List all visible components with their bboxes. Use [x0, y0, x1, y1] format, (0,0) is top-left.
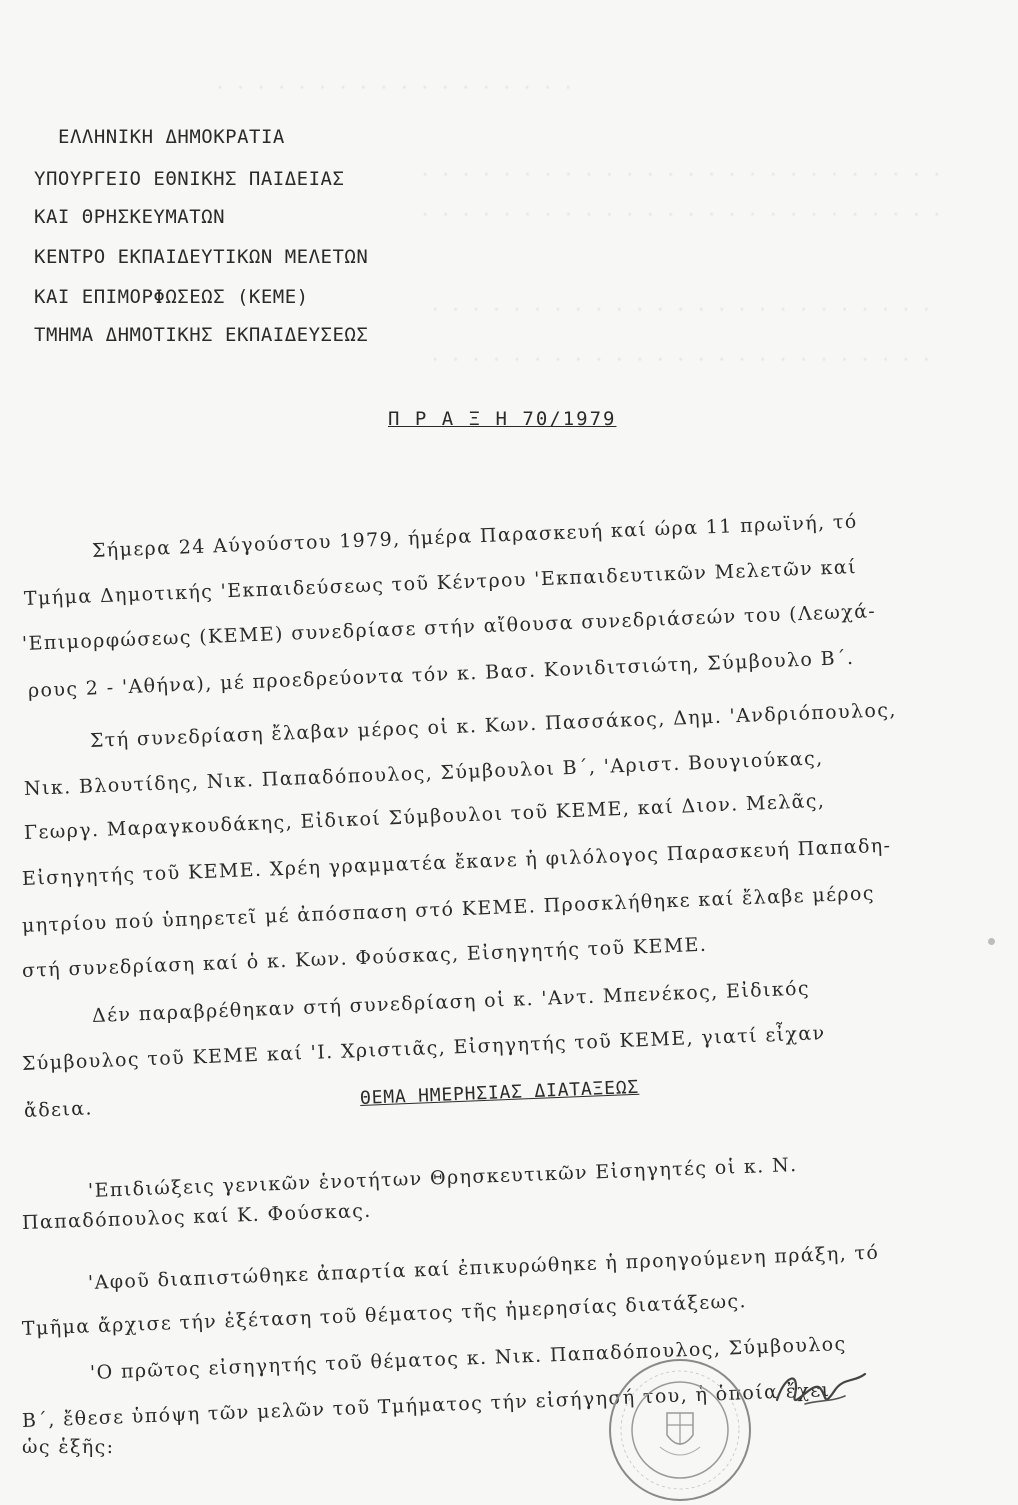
body-line: στή συνεδρίαση καί ὁ κ. Κων. Φούσκας, Εἰσηγητής τοῦ ΚΕΜΕ. [21, 933, 708, 982]
handwritten-signature [765, 1360, 875, 1420]
body-line: Δέν παραβρέθηκαν στή συνεδρίαση οἱ κ. 'Αντ. Μπενέκος, Εἰδικός [91, 977, 811, 1027]
punch-mark [988, 938, 995, 945]
body-line: Νικ. Βλουτίδης, Νικ. Παπαδόπουλος, Σύμβουλοι Β΄, 'Αριστ. Βουγιούκας, [23, 747, 824, 800]
agenda-line: Τμῆμα ἄρχισε τήν ἐξέταση τοῦ θέματος τῆς ἡμερησίας διατάξεως. [21, 1290, 748, 1340]
body-line: ρους 2 - 'Αθήνα), μέ προεδρεύοντα τόν κ. Βασ. Κονιδιτσιώτη, Σύμβουλο Β΄. [27, 646, 855, 702]
body-line: Τμήμα Δημοτικής 'Εκπαιδεύσεως τοῦ Κέντρου 'Εκπαιδευτικῶν Μελετῶν καί [23, 556, 858, 610]
body-line: Στή συνεδρίαση ἔλαβαν μέρος οἱ κ. Κων. Πασσάκος, Δημ. 'Ανδριόπουλος, [89, 699, 898, 752]
agenda-heading: ΘΕΜΑ ΗΜΕΡΗΣΙΑΣ ΔΙΑΤΑΞΕΩΣ [359, 1076, 640, 1109]
body-line: μητρίου πού ὑπηρετεῖ μέ ἀπόσπαση στό ΚΕΜΕ. Προσκλήθηκε καί ἔλαβε μέρος [21, 882, 876, 937]
header-line: ΚΕΝΤΡΟ ΕΚΠΑΙΔΕΥΤΙΚΩΝ ΜΕΛΕΤΩΝ [34, 246, 369, 268]
body-line: 'Επιμορφώσεως (ΚΕΜΕ) συνεδρίασε στήν αἴθουσα συνεδριάσεών του (Λεωχά- [21, 600, 877, 655]
bleed-through: · · · · · · · · · · · · · · · · · · [215, 78, 574, 98]
body-line: Σήμερα 24 Αύγούστου 1979, ήμέρα Παρασκευή καί ώρα 11 πρωϊνή, τό [91, 510, 859, 562]
document-title: Π Ρ Α Ξ Η 70/1979 [388, 408, 617, 430]
header-line: ΕΛΛΗΝΙΚΗ ΔΗΜΟΚΡΑΤΙΑ [58, 126, 285, 148]
bleed-through: · · · · · · · · · · · · · · · · · · · · · · · · · · [420, 205, 942, 225]
official-seal-stamp [605, 1355, 755, 1505]
header-line: ΚΑΙ ΘΡΗΣΚΕΥΜΑΤΩΝ [34, 206, 226, 228]
header-line: ΚΑΙ ΕΠΙΜΟΡΦΩΣΕΩΣ (ΚΕΜΕ) [34, 286, 309, 308]
body-line: ἄδεια. [23, 1097, 94, 1122]
body-line: Σύμβουλος τοῦ ΚΕΜΕ καί 'Ι. Χριστιᾶς, Εἰσηγητής τοῦ ΚΕΜΕ, γιατί εἶχαν [21, 1022, 826, 1075]
agenda-line: ὡς ἑξῆς: [22, 1436, 115, 1458]
body-line: Εἰσηγητής τοῦ ΚΕΜΕ. Χρέη γραμματέα ἔκανε ἡ φιλόλογος Παρασκευή Παπαδη- [21, 834, 892, 890]
bleed-through: · · · · · · · · · · · · · · · · · · · · · · · · · [430, 350, 932, 370]
agenda-line: 'Αφοῦ διαπιστώθηκε ἀπαρτία καί ἐπικυρώθηκε ἡ προηγούμενη πράξη, τό [87, 1241, 880, 1294]
agenda-line: Παπαδόπουλος καί Κ. Φούσκας. [21, 1199, 372, 1234]
agenda-line: Β΄, ἔθεσε ὑπόψη τῶν μελῶν τοῦ Τμήματος τήν εἰσήγησή του, ἡ ὁποία ἔχει [21, 1378, 831, 1432]
bleed-through: · · · · · · · · · · · · · · · · · · · · · · · · · [430, 300, 932, 320]
bleed-through: · · · · · · · · · · · · · · · · · · · · · · · · · · [420, 165, 942, 185]
body-line: Γεωργ. Μαραγκουδάκης, Εἰδικοί Σύμβουλοι τοῦ ΚΕΜΕ, καί Διον. Μελᾶς, [23, 789, 826, 844]
header-line: ΥΠΟΥΡΓΕΙΟ ΕΘΝΙΚΗΣ ΠΑΙΔΕΙΑΣ [34, 168, 345, 190]
agenda-line: 'Επιδιώξεις γενικῶν ἑνοτήτων Θρησκευτικῶν Εἰσηγητές οἱ κ. Ν. [87, 1153, 798, 1202]
header-line: ΤΜΗΜΑ ΔΗΜΟΤΙΚΗΣ ΕΚΠΑΙΔΕΥΣΕΩΣ [34, 324, 369, 346]
agenda-line: 'Ο πρῶτος εἰσηγητής τοῦ θέματος κ. Νικ. Παπαδόπουλος, Σύμβουλος [89, 1332, 847, 1384]
